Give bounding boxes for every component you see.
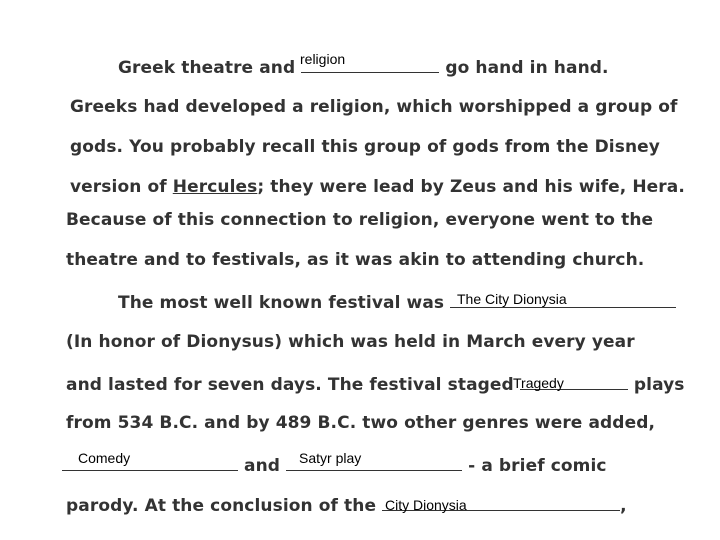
p2-line-6 (66, 494, 627, 516)
p2-line-3-after: plays (633, 375, 685, 395)
title-line (118, 56, 609, 78)
answer-city-dionysia-2: City Dionysia (385, 497, 467, 513)
p1-line-3 (70, 177, 685, 197)
p2-line-3-before: and lasted for seven days. The festival staged (66, 375, 514, 395)
p2-line-5-after: - a brief comic (468, 456, 607, 476)
answer-satyr-play: Satyr play (299, 450, 362, 466)
p2-line-2: (In honor of Dionysus) which was held in March every year (66, 332, 635, 352)
p1-line-3-after: ; they were lead by Zeus and his wife, Hera. (257, 177, 685, 197)
answer-tragedy: Tragedy (513, 375, 564, 391)
answer-city-dionysia: The City Dionysia (457, 291, 567, 307)
p1-line-4: Because of this connection to religion, everyone went to the (66, 210, 654, 230)
p2-line-4: from 534 B.C. and by 489 B.C. two other genres were added, (66, 413, 656, 433)
title-text-before: Greek theatre and (118, 58, 296, 78)
p2-line-5-mid: and (244, 456, 281, 476)
p2-line-6-before: parody. At the conclusion of the (66, 496, 377, 516)
p2-line-3 (66, 373, 685, 395)
title-text-after: go hand in hand. (445, 58, 609, 78)
p2-line-1 (118, 291, 676, 313)
p1-line-2: gods. You probably recall this group of gods from the Disney (70, 137, 660, 157)
answer-comedy: Comedy (78, 450, 131, 466)
p1-line-5: theatre and to festivals, as it was akin to attending church. (66, 250, 645, 270)
hercules-link[interactable]: Hercules (172, 177, 258, 197)
p2-line-1-before: The most well known festival was (118, 293, 445, 313)
p1-line-1: Greeks had developed a religion, which worshipped a group of (70, 97, 678, 117)
p2-line-6-after: , (620, 496, 627, 516)
answer-religion: religion (300, 51, 346, 67)
p1-line-3-before: version of (70, 177, 167, 197)
